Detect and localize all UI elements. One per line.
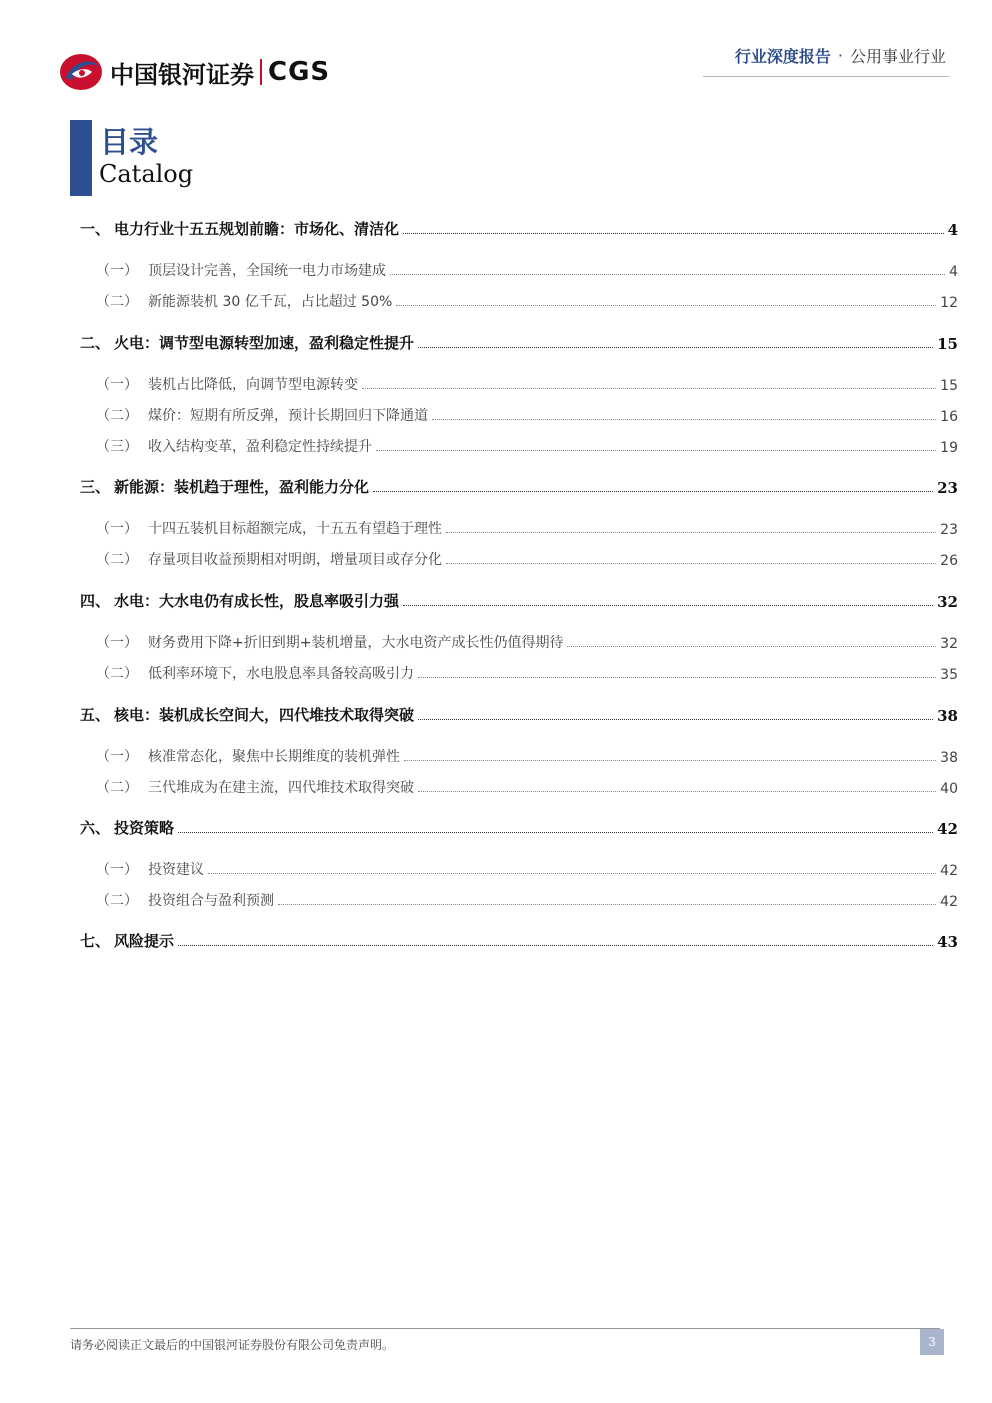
toc-entry-title: 装机占比降低，向调节型电源转变 — [148, 377, 358, 393]
toc-entry-number: （一） — [96, 749, 138, 765]
report-type-separator: · — [837, 46, 843, 65]
toc-entry-number: （二） — [96, 666, 138, 682]
toc-entry-page: 32 — [940, 636, 958, 652]
toc-entry-number: （二） — [96, 780, 138, 796]
toc-chapter-entry[interactable] — [70, 589, 958, 611]
toc-dot-leader — [418, 719, 933, 720]
toc-entry-title: 核电：装机成长空间大，四代堆技术取得突破 — [114, 706, 415, 724]
toc-section-entry[interactable] — [70, 258, 958, 280]
toc-entry-page: 38 — [937, 707, 958, 725]
toc-entry-number: 一、 — [80, 220, 111, 238]
brand-logo — [58, 52, 330, 92]
toc-dot-leader — [390, 274, 945, 275]
toc-entry-page: 19 — [940, 440, 958, 456]
toc-entry-title: 投资策略 — [114, 819, 175, 837]
toc-dot-leader — [396, 305, 936, 306]
toc-entry-title: 三代堆成为在建主流，四代堆技术取得突破 — [148, 780, 414, 796]
toc-entry-number: （二） — [96, 408, 138, 424]
toc-entry-number: （一） — [96, 377, 138, 393]
toc-dot-leader — [178, 832, 933, 833]
catalog-title: 目录 — [100, 125, 159, 159]
footer-disclaimer: 请务必阅读正文最后的中国银河证券股份有限公司免责声明。 — [70, 1338, 395, 1352]
toc-entry-number: （三） — [96, 439, 138, 455]
toc-entry-title: 收入结构变革，盈利稳定性持续提升 — [148, 439, 372, 455]
toc-entry-title: 存量项目收益预期相对明朗，增量项目或存分化 — [148, 552, 442, 568]
toc-section-entry[interactable] — [70, 744, 958, 766]
toc-dot-leader — [418, 677, 936, 678]
page-header — [0, 0, 992, 100]
brand-name-cn: 中国银河证券 — [110, 60, 254, 89]
toc-section-entry[interactable] — [70, 434, 958, 456]
toc-entry-title: 新能源：装机趋于理性，盈利能力分化 — [114, 478, 370, 496]
toc-entry-number: 五、 — [80, 706, 111, 724]
toc-dot-leader — [362, 388, 936, 389]
toc-entry-number: （二） — [96, 893, 138, 909]
toc-dot-leader — [404, 760, 936, 761]
toc-entry-page: 15 — [937, 335, 958, 353]
sector-name: 公用事业行业 — [849, 47, 946, 66]
toc-entry-page: 42 — [937, 820, 958, 838]
toc-entry-number: （一） — [96, 862, 138, 878]
toc-chapter-entry[interactable] — [70, 929, 958, 951]
toc-section-entry[interactable] — [70, 857, 958, 879]
toc-entry-page: 40 — [940, 781, 958, 797]
toc-entry-page: 4 — [947, 221, 958, 239]
report-type-label — [735, 44, 946, 67]
toc-entry-title: 新能源装机 30 亿千瓦，占比超过 50% — [148, 294, 393, 310]
toc-entry-title: 电力行业十五五规划前瞻：市场化、清洁化 — [114, 220, 400, 238]
toc-entry-title: 财务费用下降+折旧到期+装机增量，大水电资产成长性仍值得期待 — [148, 635, 564, 651]
cgs-logo-icon — [58, 52, 104, 92]
toc-entry-title: 水电：大水电仍有成长性，股息率吸引力强 — [114, 592, 400, 610]
toc-section-entry[interactable] — [70, 630, 958, 652]
toc-entry-number: 三、 — [80, 478, 111, 496]
toc-chapter-entry[interactable] — [70, 331, 958, 353]
toc-dot-leader — [432, 419, 936, 420]
report-type: 行业深度报告 — [734, 47, 831, 66]
toc-chapter-entry[interactable] — [70, 816, 958, 838]
toc-entry-page: 32 — [937, 593, 958, 611]
page-number: 3 — [920, 1329, 944, 1355]
toc-entry-number: （二） — [96, 552, 138, 568]
toc-entry-title: 顶层设计完善，全国统一电力市场建成 — [148, 263, 386, 279]
toc-chapter-entry[interactable] — [70, 475, 958, 497]
toc-entry-number: （一） — [96, 635, 138, 651]
toc-entry-number: 四、 — [80, 592, 111, 610]
toc-entry-page: 12 — [940, 295, 958, 311]
toc-section-entry[interactable] — [70, 888, 958, 910]
toc-entry-title: 火电：调节型电源转型加速，盈利稳定性提升 — [114, 334, 415, 352]
toc-entry-title: 投资组合与盈利预测 — [148, 893, 274, 909]
toc-section-entry[interactable] — [70, 289, 958, 311]
toc-entry-page: 23 — [940, 522, 958, 538]
toc-entry-title: 风险提示 — [114, 932, 175, 950]
toc-dot-leader — [373, 491, 933, 492]
toc-dot-leader — [278, 904, 936, 905]
toc-section-entry[interactable] — [70, 661, 958, 683]
toc-entry-title: 投资建议 — [148, 862, 204, 878]
toc-entry-page: 35 — [940, 667, 958, 683]
toc-entry-number: （一） — [96, 263, 138, 279]
toc-entry-title: 煤价：短期有所反弹，预计长期回归下降通道 — [148, 408, 428, 424]
toc-section-entry[interactable] — [70, 547, 958, 569]
toc-entry-title: 低利率环境下，水电股息率具备较高吸引力 — [148, 666, 414, 682]
toc-dot-leader — [567, 646, 936, 647]
toc-entry-title: 核准常态化，聚焦中长期维度的装机弹性 — [148, 749, 400, 765]
toc-entry-page: 38 — [940, 750, 958, 766]
toc-entry-page: 4 — [949, 264, 958, 280]
toc-dot-leader — [403, 605, 933, 606]
toc-section-entry[interactable] — [70, 775, 958, 797]
toc-section-entry[interactable] — [70, 516, 958, 538]
toc-entry-number: （一） — [96, 521, 138, 537]
toc-dot-leader — [418, 791, 936, 792]
toc-entry-number: （二） — [96, 294, 138, 310]
toc-entry-page: 43 — [937, 933, 958, 951]
footer-divider — [70, 1328, 940, 1329]
toc-entry-page: 16 — [940, 409, 958, 425]
toc-entry-page: 23 — [937, 479, 958, 497]
toc-section-entry[interactable] — [70, 372, 958, 394]
toc-dot-leader — [208, 873, 936, 874]
catalog-subtitle: Catalog — [99, 160, 194, 188]
toc-entry-page: 26 — [940, 553, 958, 569]
toc-entry-page: 15 — [940, 378, 958, 394]
toc-dot-leader — [178, 945, 933, 946]
toc-entry-number: 六、 — [80, 819, 111, 837]
header-divider — [703, 76, 949, 77]
toc-chapter-entry[interactable] — [70, 217, 958, 239]
toc-dot-leader — [446, 563, 936, 564]
toc-section-entry[interactable] — [70, 403, 958, 425]
catalog-accent-bar — [70, 120, 92, 196]
toc-chapter-entry[interactable] — [70, 703, 958, 725]
brand-separator — [260, 59, 262, 85]
toc-entry-page: 42 — [940, 863, 958, 879]
toc-dot-leader — [403, 233, 944, 234]
toc-entry-number: 七、 — [80, 932, 111, 950]
toc-dot-leader — [446, 532, 936, 533]
toc-dot-leader — [418, 347, 933, 348]
brand-name-en: CGS — [268, 57, 331, 87]
toc-dot-leader — [376, 450, 936, 451]
toc-entry-number: 二、 — [80, 334, 111, 352]
toc-entry-page: 42 — [940, 894, 958, 910]
toc-entry-title: 十四五装机目标超额完成，十五五有望趋于理性 — [148, 521, 442, 537]
